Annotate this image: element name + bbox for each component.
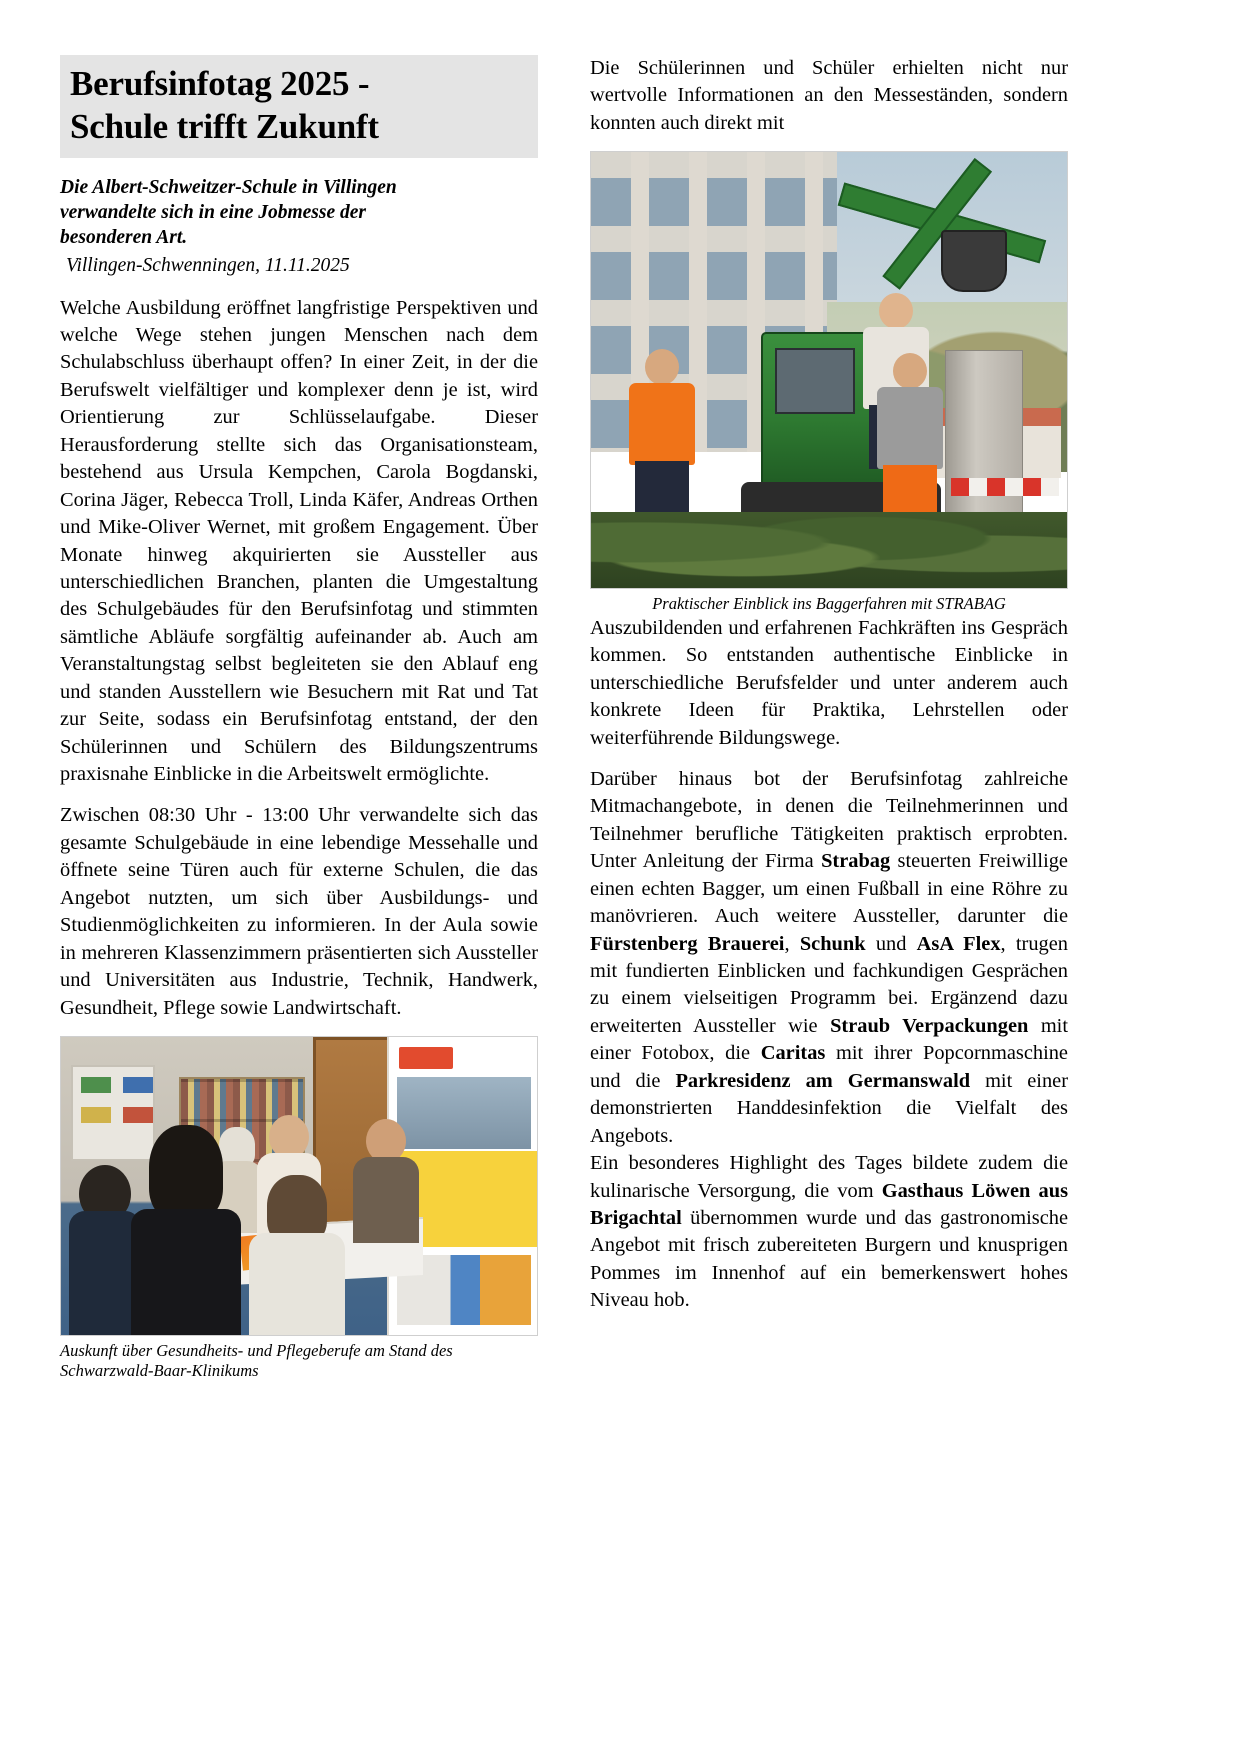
left-paragraph-1: Welche Ausbildung eröffnet langfristige Perspektiven und welche Wege stehen jungen Menschen nach dem Schulabschluss überhaupt offen? In einer Zeit, in der die Berufswelt vielfältiger und komplexer denn je ist, wird Orientierung zur Schlüsselaufgabe. Dieser Herausforderung stellte sich das Organisationsteam, bestehend aus Ursula Kempchen, Carola Bogdanski, Corina Jäger, Rebecca Troll, Linda Käfer, Andreas Orthen und Mike-Oliver Wernet, mit großem Engagement. Über Monate hinweg akquirierten sie Aussteller aus unterschiedlichen Branchen, planten die Umgestaltung des Schulgebäudes für den Berufsinfotag und stimmten sämtliche Abläufe sorgfältig aufeinander ab. Auch am Veranstaltungstag selbst begleiteten sie den Ablauf eng und standen Ausstellern wie Besuchern mit Rat und Tat zur Seite, sodass ein Berufsinfotag entstand, der den Schülerinnen und Schülern des Bildungszentrums praxisnahe Einblicke in die Arbeitswelt ermöglichte. xyxy=(60,296,538,786)
construction-barrier-shape xyxy=(951,478,1059,496)
photo-excavator xyxy=(590,151,1068,589)
person-torso xyxy=(877,387,943,469)
figure-school-stand xyxy=(60,1036,538,1382)
right-rich-paragraph-2 xyxy=(590,1150,1068,1315)
text-run: übernommen wurde und das gastronomische Angebot mit frisch zubereiteten Burgern und knusprigen Pommes im Innenhof auf ein bemerkenswert hohes Niveau hob. xyxy=(590,1206,1068,1312)
text-run: und xyxy=(865,932,917,955)
concrete-pillar-shape xyxy=(945,350,1023,528)
text-run: steuerten Freiwillige einen echten Bagger, um einen Fußball in eine Röhre zu manövrieren. Auch weitere Aussteller, darunter die xyxy=(590,850,1068,928)
safety-vest xyxy=(629,383,695,465)
emphasized-company-name: Caritas xyxy=(760,1042,826,1065)
shrubbery-shape xyxy=(591,512,1067,588)
deck-line-1: Die Albert-Schweitzer-Schule in Villingen xyxy=(60,177,397,199)
right-paragraph-1: Auszubildenden und erfahrenen Fachkräften ins Gespräch kommen. So entstanden authentische Einblicke in unterschiedliche Berufsfelder und unter anderem auch konkrete Ideen für Praktika, Lehrstellen oder weiterführende Bildungswege. xyxy=(590,616,1068,749)
person-body xyxy=(249,1233,345,1336)
person-head xyxy=(149,1125,223,1221)
emphasized-company-name: Gasthaus Löwen aus Brigachtal xyxy=(590,1179,1069,1229)
person-student-center xyxy=(131,1125,241,1335)
person-body xyxy=(353,1157,419,1243)
emphasized-company-name: Fürstenberg Brauerei xyxy=(590,932,785,955)
person-body xyxy=(131,1209,241,1336)
right-paragraph-top: Die Schülerinnen und Schüler erhielten nicht nur wertvolle Informationen an den Messeständen, sondern konnten auch direkt mit xyxy=(590,57,1068,134)
article-deck xyxy=(60,176,538,251)
page-title xyxy=(60,55,538,158)
person-worker-right xyxy=(875,353,947,528)
emphasized-company-name: AsA Flex xyxy=(916,932,1001,955)
caption-school-stand: Auskunft über Gesundheits- und Pflegeberufe am Stand des Schwarzwald-Baar-Klinikums xyxy=(60,1340,453,1381)
emphasized-company-name: Straub Verpackungen xyxy=(830,1014,1029,1037)
deck-line-3: besonderen Art. xyxy=(60,227,188,249)
text-run: , trugen mit fundierten Einblicken und fachkundigen Gesprächen zu einem vielseitigen Programm bei. Ergänzend dazu erweiterten Aussteller wie xyxy=(590,932,1068,1037)
text-run: , xyxy=(784,932,800,955)
emphasized-company-name: Parkresidenz am Germanswald xyxy=(675,1069,971,1092)
person-student-right xyxy=(249,1175,345,1335)
column-right xyxy=(590,55,1068,1329)
dateline: Villingen-Schwenningen, 11.11.2025 xyxy=(66,255,350,277)
figure-excavator xyxy=(590,151,1068,614)
text-run: Darüber hinaus bot der Berufsinfotag zahlreiche Mitmachangebote, in denen die Teilnehmerinnen und Teilnehmer berufliche Tätigkeiten praktisch erprobten. Unter Anleitung der Firma xyxy=(590,767,1068,873)
headline-line-2: Schule trifft Zukunft xyxy=(70,106,379,146)
person-worker-left xyxy=(627,349,699,524)
person-head xyxy=(879,293,913,329)
caption-excavator: Praktischer Einblick ins Baggerfahren mit STRABAG xyxy=(652,594,1006,614)
two-column-layout xyxy=(60,55,1180,1382)
column-left xyxy=(60,55,538,1382)
right-rich-paragraph-1 xyxy=(590,766,1068,1150)
person-head xyxy=(893,353,927,389)
cab-window-shape xyxy=(775,348,855,414)
person-head xyxy=(645,349,679,385)
text-run: mit einer Fotobox, die xyxy=(590,1014,1069,1065)
left-paragraph-2: Zwischen 08:30 Uhr - 13:00 Uhr verwandelte sich das gesamte Schulgebäude in eine lebendige Messehalle und öffnete seine Türen auch für externe Schulen, die das Angebot nutzten, um sich über Ausbildungs- und Studienmöglichkeiten zu informieren. In der Aula sowie in mehreren Klassenzimmern präsentierten sich Aussteller und Universitäten aus Industrie, Technik, Handwerk, Gesundheit, Pflege sowie Landwirtschaft. xyxy=(60,804,538,1019)
deck-line-2: verwandelte sich in eine Jobmesse der xyxy=(60,202,367,224)
person-exhibitor xyxy=(353,1119,419,1239)
emphasized-company-name: Strabag xyxy=(821,850,891,873)
text-run: Ein besonderes Highlight des Tages bildete zudem die kulinarische Versorgung, die vom xyxy=(590,1152,1068,1202)
emphasized-company-name: Schunk xyxy=(799,932,866,955)
excavator-bucket-shape xyxy=(941,230,1007,292)
text-run: mit ihrer Popcornmaschine und die xyxy=(590,1042,1068,1092)
text-run: mit einer demonstrierten Handdesinfektion die Vielfalt des Angebots. xyxy=(590,1069,1068,1147)
photo-school-stand xyxy=(60,1036,538,1336)
headline-line-1: Berufsinfotag 2025 - xyxy=(70,64,370,103)
